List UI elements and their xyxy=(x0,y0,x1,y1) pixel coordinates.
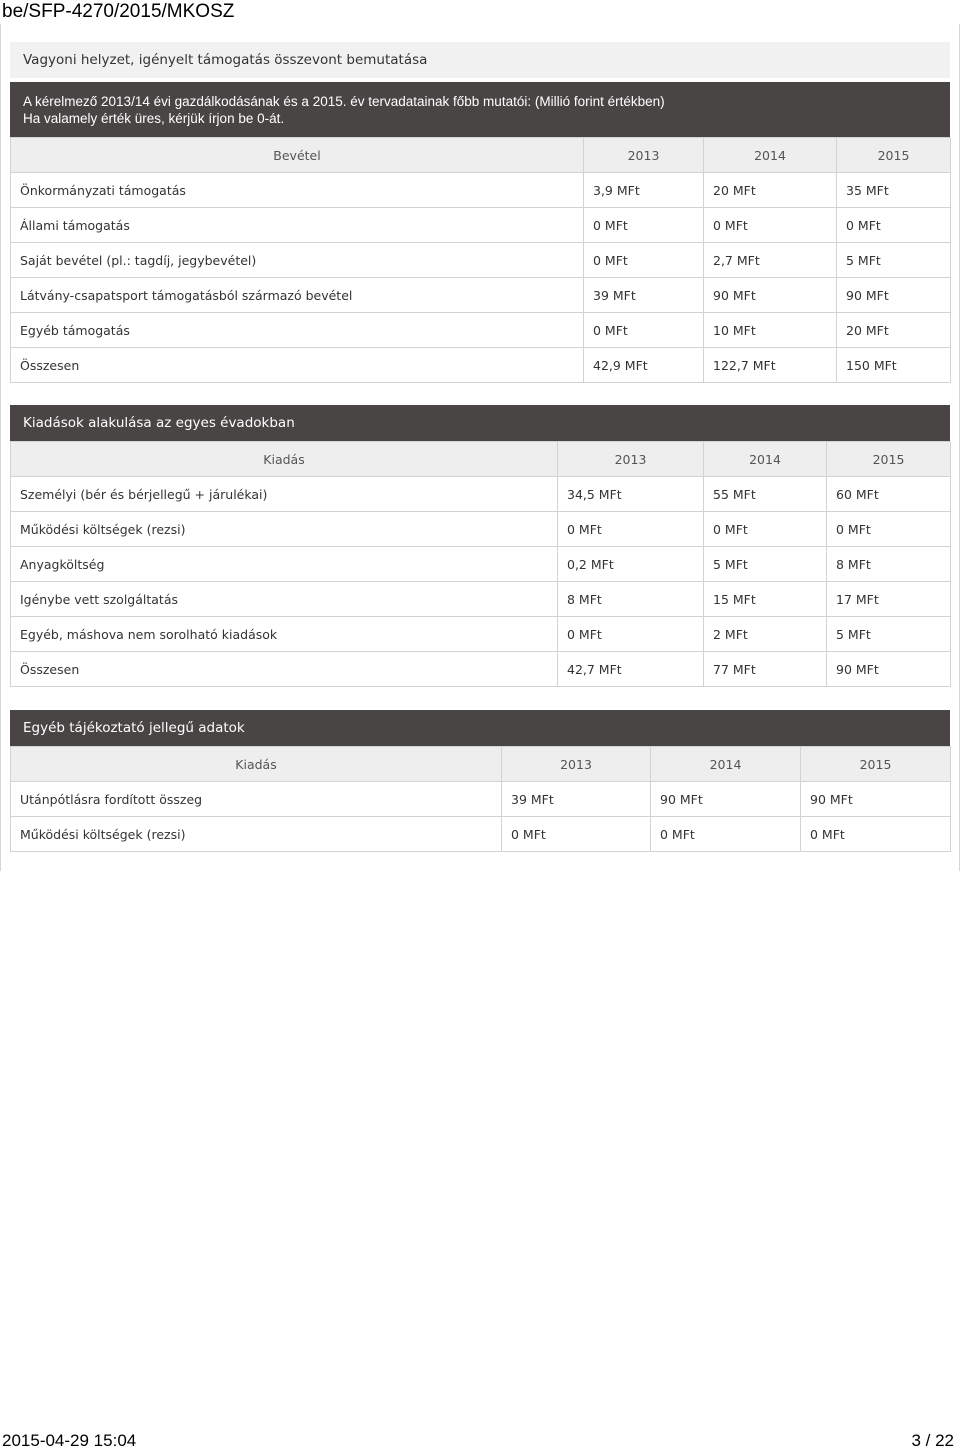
row-label: Egyéb, máshova nem sorolható kiadások xyxy=(11,617,558,652)
revenue-header-2013: 2013 xyxy=(584,138,704,173)
table-row xyxy=(11,278,951,313)
value-2015: 0 MFt xyxy=(827,512,951,547)
value-2013: 0 MFt xyxy=(584,243,704,278)
other-header-2014: 2014 xyxy=(651,747,801,782)
revenue-table xyxy=(10,137,951,383)
value-2014: 77 MFt xyxy=(704,652,827,687)
row-label: Összesen xyxy=(11,652,558,687)
footer-page-number: 3 / 22 xyxy=(911,1431,954,1450)
total-row xyxy=(11,652,951,687)
row-label: Utánpótlásra fordított összeg xyxy=(11,782,502,817)
value-2014: 0 MFt xyxy=(651,817,801,852)
value-2015: 90 MFt xyxy=(801,782,951,817)
value-2014: 55 MFt xyxy=(704,477,827,512)
revenue-header-row xyxy=(11,138,951,173)
intro-line-1: A kérelmező 2013/14 évi gazdálkodásának és a 2015. év tervadatainak főbb mutatói: (Millió forint értékben) xyxy=(23,94,665,109)
row-label: Saját bevétel (pl.: tagdíj, jegybevétel) xyxy=(11,243,584,278)
table-row xyxy=(11,817,951,852)
value-2014: 5 MFt xyxy=(704,547,827,582)
value-2015: 5 MFt xyxy=(837,243,951,278)
value-2013: 42,9 MFt xyxy=(584,348,704,383)
value-2013: 0 MFt xyxy=(558,617,704,652)
value-2015: 17 MFt xyxy=(827,582,951,617)
other-section-title-text: Egyéb tájékoztató jellegű adatok xyxy=(23,720,245,736)
row-label: Állami támogatás xyxy=(11,208,584,243)
other-table xyxy=(10,746,951,852)
value-2014: 2 MFt xyxy=(704,617,827,652)
other-header-2013: 2013 xyxy=(502,747,651,782)
section-title xyxy=(10,42,950,78)
row-label: Anyagköltség xyxy=(11,547,558,582)
total-row xyxy=(11,348,951,383)
expenses-header-2014: 2014 xyxy=(704,442,827,477)
value-2014: 90 MFt xyxy=(651,782,801,817)
revenue-header-2014: 2014 xyxy=(704,138,837,173)
value-2013: 0 MFt xyxy=(558,512,704,547)
value-2015: 0 MFt xyxy=(837,208,951,243)
value-2013: 42,7 MFt xyxy=(558,652,704,687)
value-2015: 5 MFt xyxy=(827,617,951,652)
value-2013: 39 MFt xyxy=(502,782,651,817)
value-2013: 0 MFt xyxy=(584,208,704,243)
table-row xyxy=(11,208,951,243)
value-2013: 0 MFt xyxy=(584,313,704,348)
row-label: Önkormányzati támogatás xyxy=(11,173,584,208)
value-2013: 39 MFt xyxy=(584,278,704,313)
row-label: Személyi (bér és bérjellegű + járulékai) xyxy=(11,477,558,512)
expenses-header-row xyxy=(11,442,951,477)
table-row xyxy=(11,547,951,582)
other-header-row xyxy=(11,747,951,782)
table-row xyxy=(11,313,951,348)
value-2014: 0 MFt xyxy=(704,512,827,547)
value-2015: 60 MFt xyxy=(827,477,951,512)
other-header-category: Kiadás xyxy=(11,747,502,782)
expenses-section-title xyxy=(10,405,950,441)
table-row xyxy=(11,617,951,652)
value-2014: 122,7 MFt xyxy=(704,348,837,383)
revenue-header-category: Bevétel xyxy=(11,138,584,173)
value-2015: 35 MFt xyxy=(837,173,951,208)
revenue-header-2015: 2015 xyxy=(837,138,951,173)
value-2015: 90 MFt xyxy=(827,652,951,687)
expenses-header-category: Kiadás xyxy=(11,442,558,477)
footer-timestamp: 2015-04-29 15:04 xyxy=(2,1431,137,1450)
row-label: Egyéb támogatás xyxy=(11,313,584,348)
expenses-header-2015: 2015 xyxy=(827,442,951,477)
value-2013: 3,9 MFt xyxy=(584,173,704,208)
other-section-title xyxy=(10,710,950,746)
table-row xyxy=(11,582,951,617)
row-label: Igénybe vett szolgáltatás xyxy=(11,582,558,617)
value-2013: 8 MFt xyxy=(558,582,704,617)
value-2013: 34,5 MFt xyxy=(558,477,704,512)
value-2015: 150 MFt xyxy=(837,348,951,383)
intro-box xyxy=(10,82,950,137)
other-header-2015: 2015 xyxy=(801,747,951,782)
row-label: Látvány-csapatsport támogatásból származó bevétel xyxy=(11,278,584,313)
table-row xyxy=(11,477,951,512)
table-row xyxy=(11,512,951,547)
expenses-header-2013: 2013 xyxy=(558,442,704,477)
value-2015: 8 MFt xyxy=(827,547,951,582)
value-2013: 0,2 MFt xyxy=(558,547,704,582)
table-row xyxy=(11,173,951,208)
value-2014: 20 MFt xyxy=(704,173,837,208)
value-2014: 90 MFt xyxy=(704,278,837,313)
document-id: be/SFP-4270/2015/MKOSZ xyxy=(2,1,235,22)
value-2014: 15 MFt xyxy=(704,582,827,617)
value-2013: 0 MFt xyxy=(502,817,651,852)
table-row xyxy=(11,782,951,817)
row-label: Összesen xyxy=(11,348,584,383)
expenses-section-title-text: Kiadások alakulása az egyes évadokban xyxy=(23,415,295,431)
intro-line-2: Ha valamely érték üres, kérjük írjon be 0-át. xyxy=(23,111,285,126)
expenses-table xyxy=(10,441,951,687)
value-2014: 10 MFt xyxy=(704,313,837,348)
value-2015: 90 MFt xyxy=(837,278,951,313)
value-2015: 0 MFt xyxy=(801,817,951,852)
value-2014: 0 MFt xyxy=(704,208,837,243)
section-title-text: Vagyoni helyzet, igényelt támogatás összevont bemutatása xyxy=(23,52,428,68)
table-row xyxy=(11,243,951,278)
value-2015: 20 MFt xyxy=(837,313,951,348)
row-label: Működési költségek (rezsi) xyxy=(11,512,558,547)
value-2014: 2,7 MFt xyxy=(704,243,837,278)
row-label: Működési költségek (rezsi) xyxy=(11,817,502,852)
